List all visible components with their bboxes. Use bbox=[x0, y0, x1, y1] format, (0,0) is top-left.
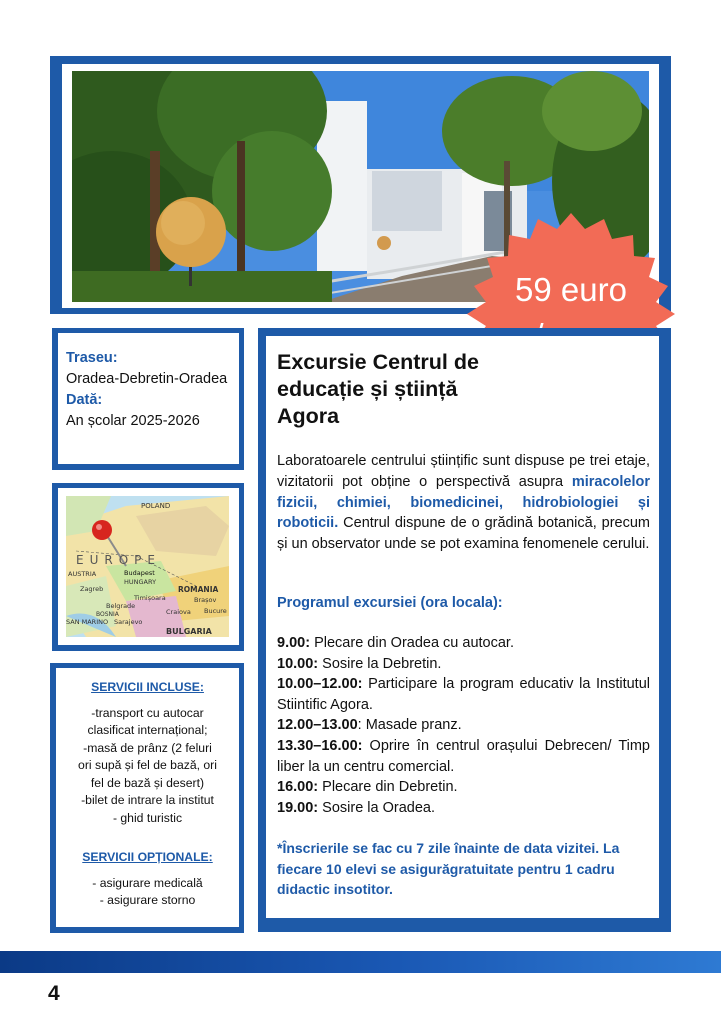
map-label-bulgaria: BULGARIA bbox=[166, 627, 212, 636]
program-item bbox=[277, 674, 650, 715]
map-label-austria: AUSTRIA bbox=[68, 570, 97, 578]
program-time: 12.00–13.00 bbox=[277, 717, 358, 734]
trip-info bbox=[66, 348, 236, 432]
map-label-romania: ROMANIA bbox=[178, 585, 219, 594]
program-text: : Masade pranz. bbox=[357, 717, 462, 734]
program-time: 19.00: bbox=[277, 799, 319, 816]
program-time: 9.00: bbox=[277, 635, 311, 651]
included-services-title: SERVICII INCLUSE: bbox=[91, 680, 204, 694]
price-amount: 59 euro bbox=[515, 271, 627, 308]
program-time: 10.00–12.00: bbox=[277, 676, 363, 693]
services bbox=[58, 679, 237, 910]
description-highlight: miracolelor fizicii, chimiei, biomedicinei, hidrobiologiei și roboticii. bbox=[277, 473, 650, 532]
program-text: Sosire la Debretin. bbox=[318, 655, 442, 672]
map-label-timisoara: Timișoara bbox=[134, 594, 166, 602]
included-item: fel de bază și desert) bbox=[90, 775, 205, 790]
program-title: Programul excursiei (ora locala): bbox=[277, 595, 503, 611]
map-label-san-marino: SAN MARINO bbox=[66, 618, 109, 626]
map-label-brasov: Brașov bbox=[194, 596, 217, 604]
map-label-budapest: Budapest bbox=[124, 569, 155, 577]
description-text: Laboratoarele centrului științific sunt dispuse pe trei etaje, vizitatorii pot obține o perspectivă asupra bbox=[277, 453, 650, 490]
map-label-bosnia: BOSNIA bbox=[96, 611, 119, 618]
program-list bbox=[277, 633, 650, 818]
included-item: - ghid turistic bbox=[112, 810, 183, 825]
included-item: -masă de prânz (2 feluri bbox=[83, 740, 212, 755]
program-item bbox=[277, 798, 650, 819]
included-item: -bilet de intrare la institut bbox=[81, 793, 214, 807]
map-label-sarajevo: Sarajevo bbox=[114, 618, 143, 626]
optional-services-title: SERVICII OPȚIONALE: bbox=[82, 850, 213, 864]
map-label-zagreb: Zagreb bbox=[80, 585, 104, 593]
program-text: Plecare din Oradea cu autocar. bbox=[310, 635, 514, 651]
europe-map bbox=[66, 496, 229, 637]
program-text: Participare la program educativ la Institutul Stiintific Agora. bbox=[277, 676, 650, 713]
program-item bbox=[277, 777, 650, 798]
map-label-europe: EUROPE bbox=[76, 553, 161, 567]
description-text-end: Centrul dispune de o grădină botanică, precum și un observator unde se pot examina fenomenele cerului. bbox=[277, 515, 650, 553]
map-label-bucuresti: Bucure bbox=[204, 607, 227, 615]
program-time: 10.00: bbox=[277, 655, 319, 672]
registration-note: *Înscrierile se fac cu 7 zile înainte de data vizitei. La fiecare 10 elevi se asigurăgratuitate pentru 1 cadru didactic insotitor. bbox=[277, 840, 620, 897]
program-item bbox=[277, 633, 650, 654]
excursion-title: Excursie Centrul de educație și știință Agora bbox=[277, 350, 479, 428]
program-text: Oprire în centrul orașului Debrecen/ Timp liber la un centru comercial. bbox=[277, 737, 650, 775]
program-text: Plecare din Debretin. bbox=[318, 779, 458, 796]
footer-bar bbox=[0, 951, 721, 973]
program-time: 13.30–16.00: bbox=[277, 737, 363, 754]
route-label: Traseu: bbox=[66, 350, 118, 366]
included-item: clasificat internațional; bbox=[87, 723, 208, 737]
route-value: Oradea-Debretin-Oradea bbox=[66, 371, 228, 387]
included-item: ori supă și fel de bază, ori bbox=[78, 758, 217, 772]
program-item bbox=[277, 654, 650, 675]
optional-item: - asigurare storno bbox=[99, 893, 196, 907]
program-text: Sosire la Oradea. bbox=[318, 799, 435, 816]
date-label: Dată: bbox=[66, 392, 103, 408]
description bbox=[277, 451, 650, 555]
optional-item: - asigurare medicală bbox=[92, 875, 203, 890]
map-label-hungary: HUNGARY bbox=[124, 578, 157, 586]
included-item: -transport cu autocar bbox=[91, 705, 204, 720]
program-item bbox=[277, 736, 650, 777]
program-item bbox=[277, 715, 650, 736]
map-label-craiova: Craiova bbox=[166, 608, 191, 616]
map-label-poland: POLAND bbox=[141, 502, 171, 510]
program-time: 16.00: bbox=[277, 779, 319, 796]
map-label-belgrade: Belgrade bbox=[106, 602, 136, 610]
page-number: 4 bbox=[48, 982, 60, 1005]
date-value: An școlar 2025-2026 bbox=[66, 413, 200, 429]
